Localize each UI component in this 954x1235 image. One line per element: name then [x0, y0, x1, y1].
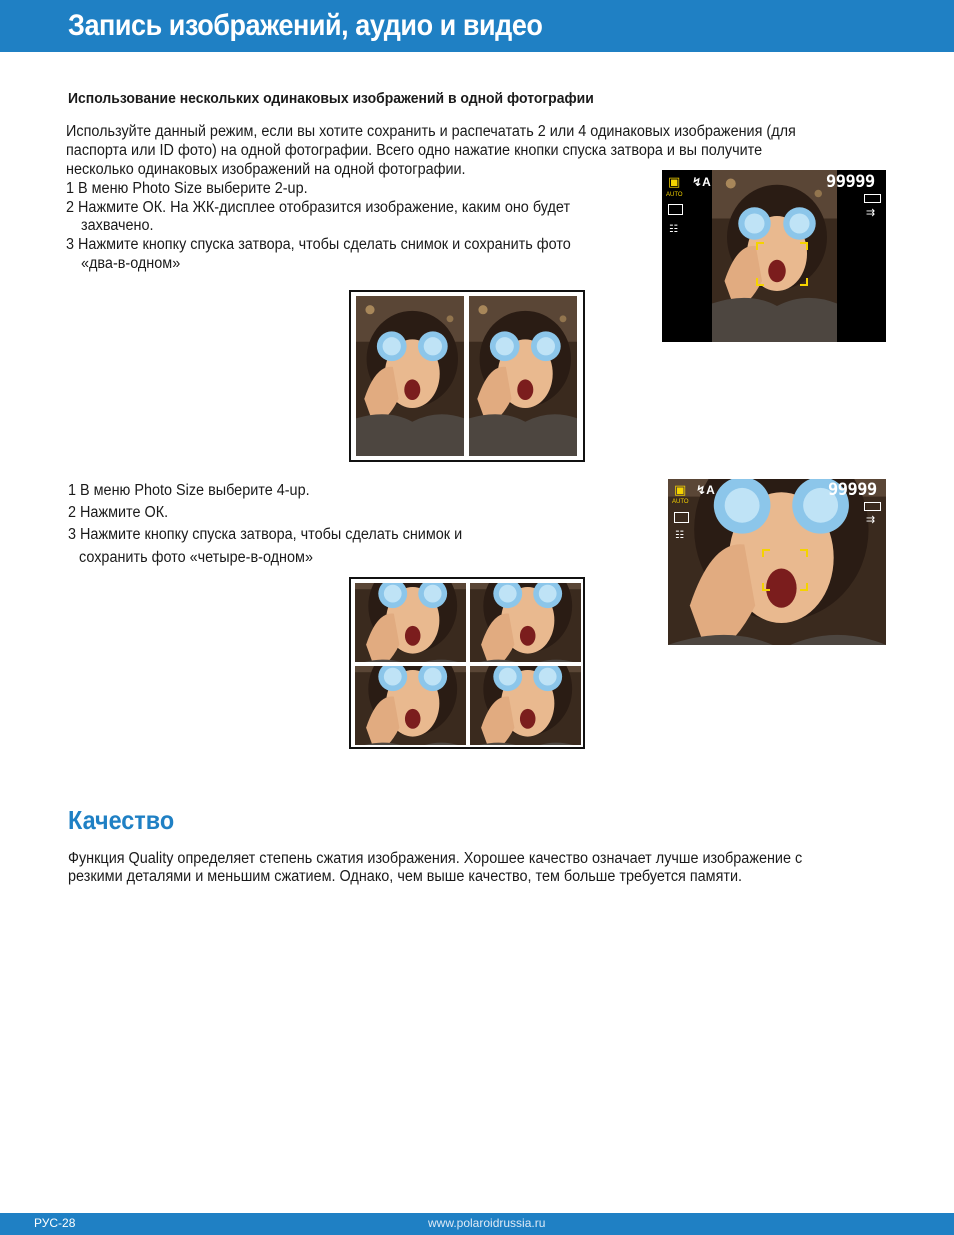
step-2up-2: 2 Нажмите ОК. На ЖК-дисплее отобразится изображение, каким оно будет	[66, 199, 571, 216]
flash-auto-icon: ↯A	[692, 175, 711, 189]
quality-heading: Качество	[68, 805, 175, 835]
page-number: РУС-28	[34, 1216, 76, 1230]
step-2up-2-cont: захвачено.	[81, 217, 154, 234]
flash-auto-label: A	[702, 175, 711, 189]
quality-text-line-2: резкими деталями и меньшим сжатием. Однако, чем выше качество, тем больше требуется памяти.	[68, 868, 743, 885]
photo-size-4up-icon	[674, 512, 689, 523]
af-bracket-bl	[762, 583, 770, 591]
flash-auto-label: A	[706, 483, 715, 497]
print-2up-image-1	[356, 296, 464, 456]
quality-icon: ☷	[669, 224, 678, 235]
af-bracket-br	[800, 583, 808, 591]
print-4up-image-4	[470, 666, 581, 745]
footer-bar	[0, 1213, 954, 1235]
intro-line-3: несколько одинаковых изображений на одной фотографии.	[66, 161, 466, 178]
battery-icon	[864, 194, 881, 203]
print-4up-image-1	[355, 583, 466, 662]
print-2up	[349, 290, 585, 462]
subsection-heading: Использование нескольких одинаковых изображений в одной фотографии	[68, 90, 594, 107]
battery-icon	[864, 502, 881, 511]
intro-line-2: паспорта или ID фото) на одной фотографии. Всего одно нажатие кнопки спуска затвора и вы получите	[66, 142, 763, 159]
af-bracket-bl	[756, 278, 764, 286]
step-4up-2: 2 Нажмите ОК.	[68, 504, 169, 521]
camera-mode-icon: ▣	[674, 482, 687, 497]
print-2up-image-2	[469, 296, 577, 456]
step-4up-1: 1 В меню Photo Size выберите 4-up.	[68, 482, 310, 499]
intro-line-1: Используйте данный режим, если вы хотите сохранить и распечатать 2 или 4 одинаковых изображения (для	[66, 123, 796, 140]
page-title: Запись изображений, аудио и видео	[68, 9, 543, 42]
af-bracket-tr	[800, 242, 808, 250]
shots-remaining-counter: 99999	[826, 172, 875, 192]
lcd-preview-photo	[712, 170, 837, 342]
quality-icon: ☷	[675, 530, 684, 541]
header-bar	[0, 0, 954, 52]
memory-card-icon: ⇉	[866, 207, 876, 219]
step-2up-3-cont: «два-в-одном»	[81, 255, 181, 272]
auto-mode-label: AUTO	[666, 192, 683, 198]
lcd-screen-4up	[668, 479, 886, 645]
step-4up-3-cont: сохранить фото «четыре-в-одном»	[79, 549, 313, 566]
lcd-screen-2up	[662, 170, 886, 342]
camera-mode-icon: ▣	[668, 174, 681, 189]
af-bracket-tl	[756, 242, 764, 250]
step-2up-3: 3 Нажмите кнопку спуска затвора, чтобы сделать снимок и сохранить фото	[66, 236, 571, 253]
af-bracket-br	[800, 278, 808, 286]
step-2up-1: 1 В меню Photo Size выберите 2-up.	[66, 180, 308, 197]
print-4up	[349, 577, 585, 749]
af-bracket-tr	[800, 549, 808, 557]
auto-mode-label: AUTO	[672, 499, 689, 505]
flash-auto-icon: ↯A	[696, 483, 715, 497]
print-4up-image-3	[355, 666, 466, 745]
af-bracket-tl	[762, 549, 770, 557]
website-link[interactable]: www.polaroidrussia.ru	[428, 1216, 546, 1230]
step-4up-3: 3 Нажмите кнопку спуска затвора, чтобы сделать снимок и	[68, 526, 463, 543]
photo-size-2up-icon	[668, 204, 683, 215]
print-4up-image-2	[470, 583, 581, 662]
memory-card-icon: ⇉	[866, 514, 876, 526]
quality-text-line-1: Функция Quality определяет степень сжатия изображения. Хорошее качество означает лучше изображение с	[68, 850, 803, 867]
lcd-preview-photo-full	[668, 479, 886, 645]
shots-remaining-counter: 99999	[828, 480, 877, 500]
